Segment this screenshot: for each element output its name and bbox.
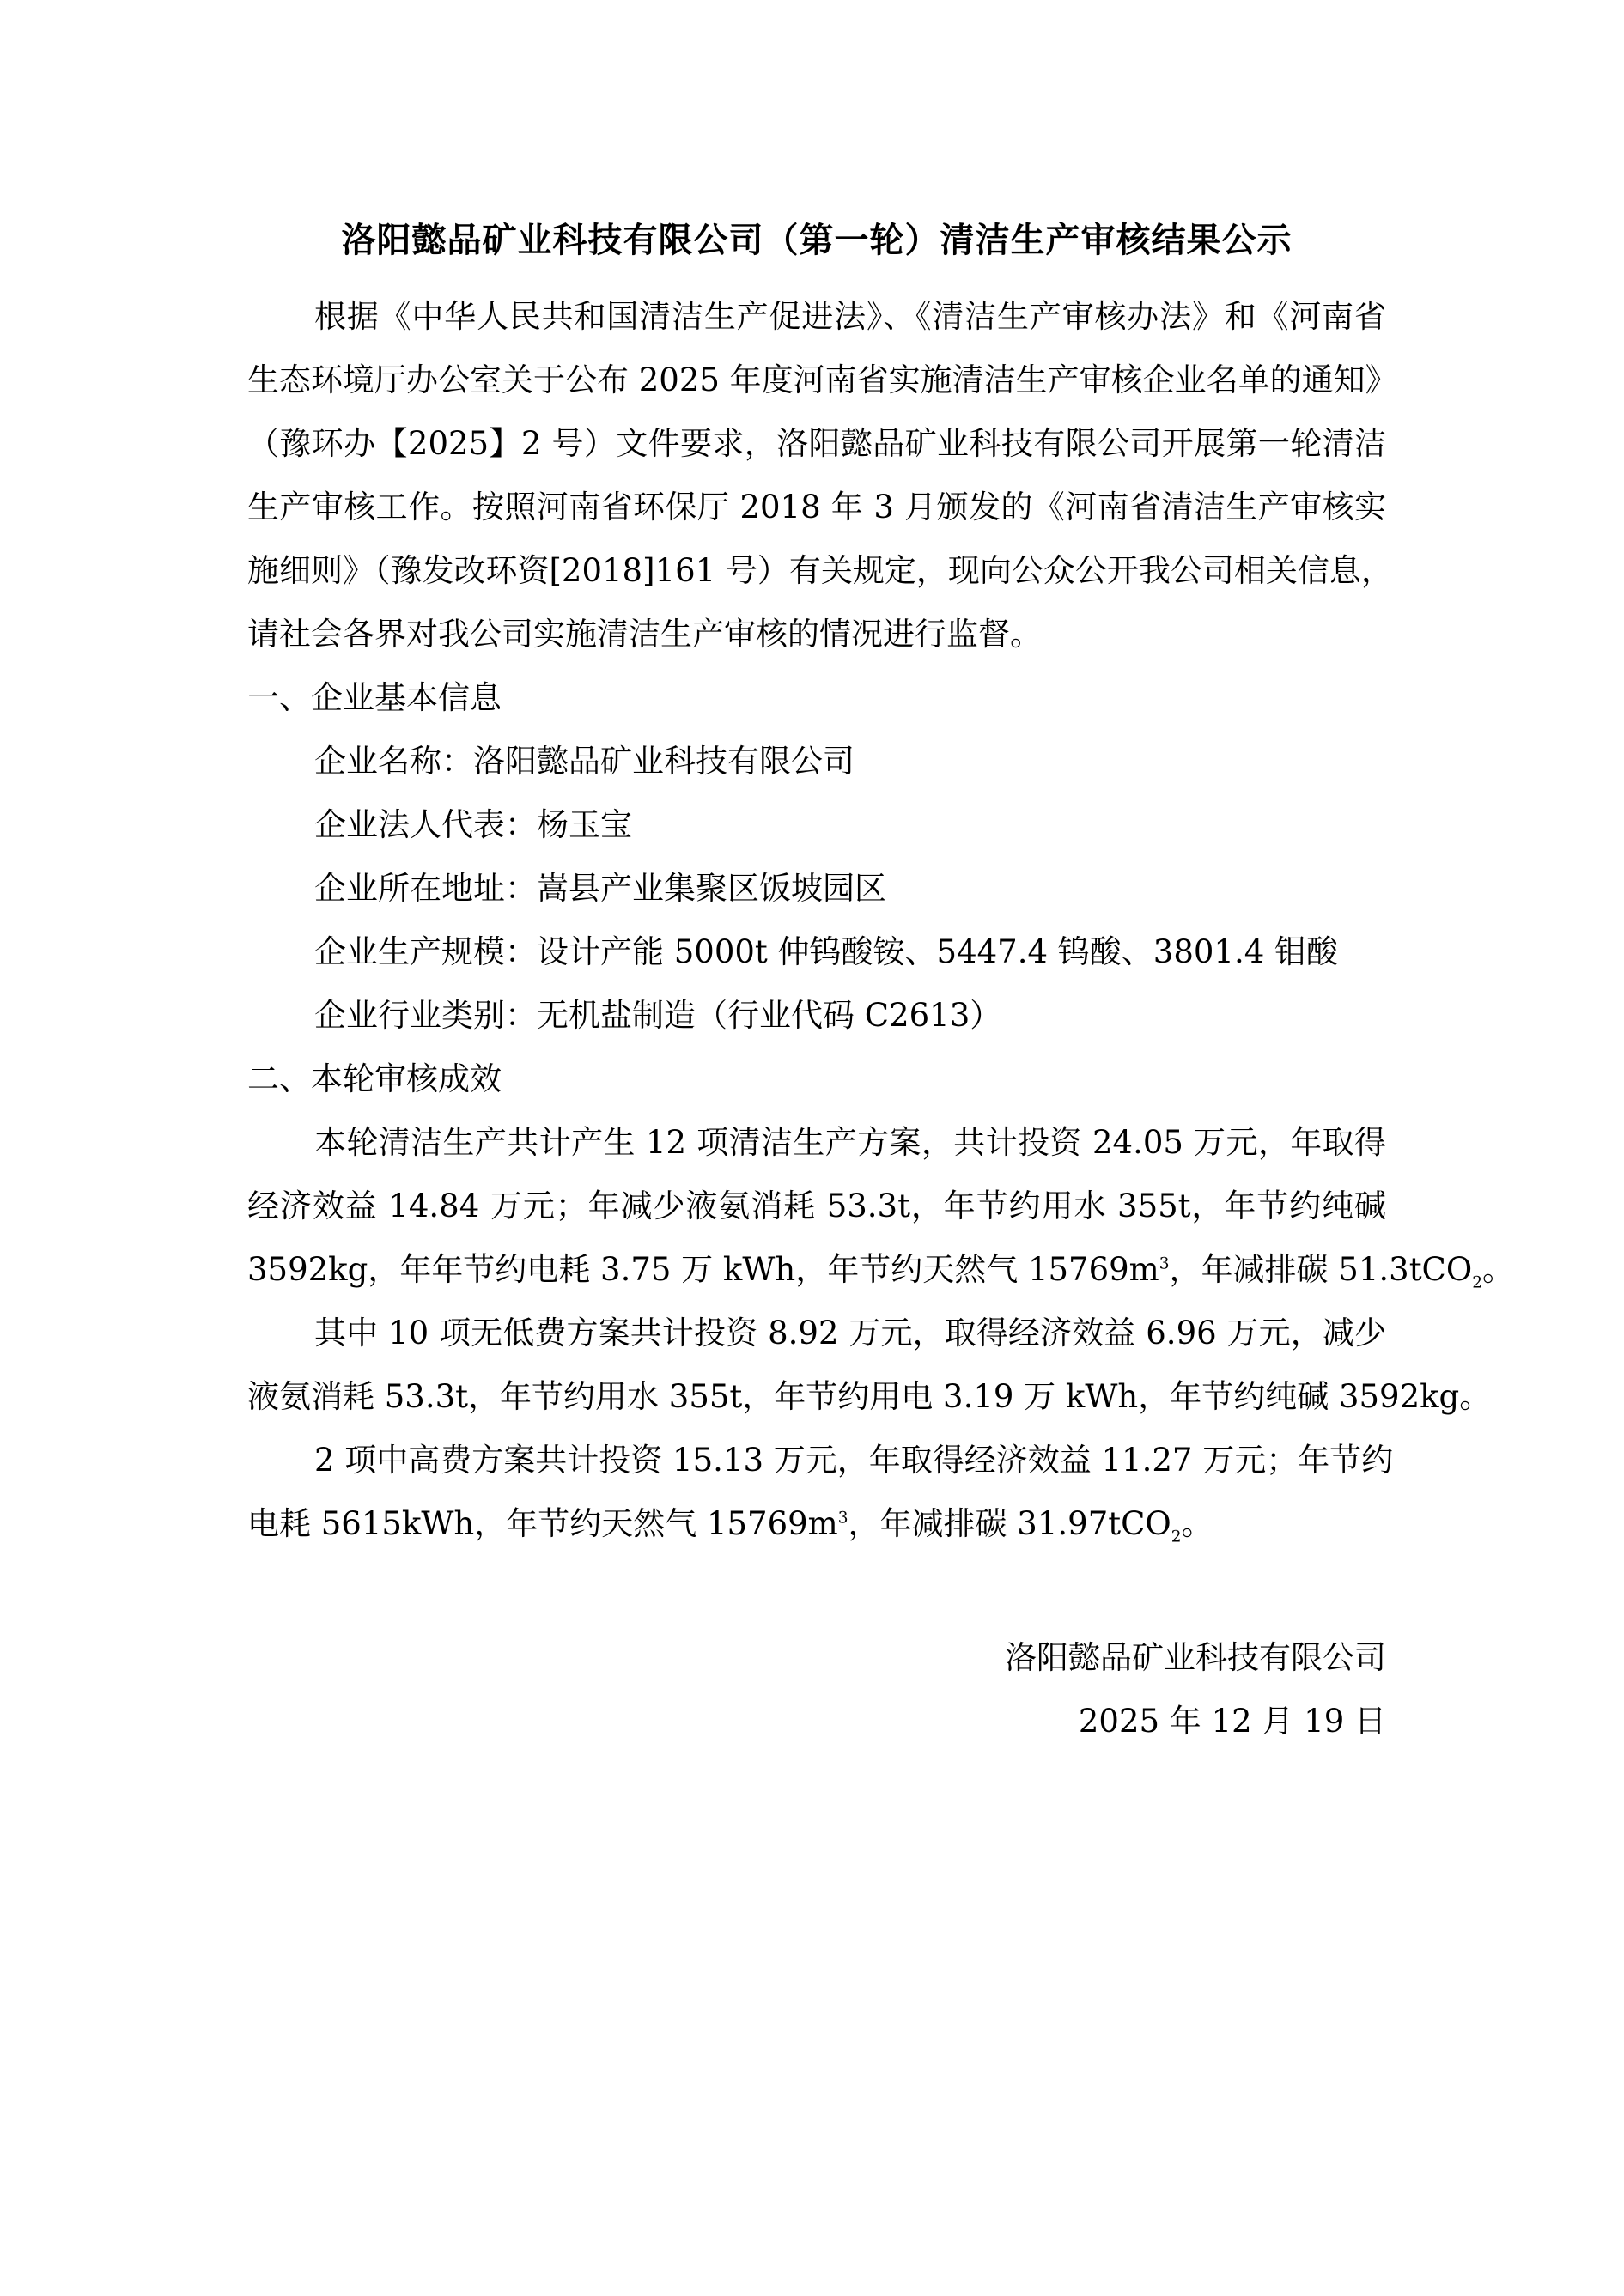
results-para1-line-1: 本轮清洁生产共计产生 12 项清洁生产方案，共计投资 24.05 万元，年取得 [314,1124,1386,1161]
company-name-item: 企业名称：洛阳懿品矿业科技有限公司 [314,743,855,780]
results-para2-line-1: 其中 10 项无低费方案共计投资 8.92 万元，取得经济效益 6.96 万元，减少 [314,1315,1386,1351]
results-para1-line-3 [247,1248,1514,1292]
text-segment: 。 [1481,1251,1514,1288]
subscript: 2 [1171,1528,1182,1546]
intro-line-6: 请社会各界对我公司实施清洁生产审核的情况进行监督。 [247,616,1042,653]
text-segment: 电耗 5615kWh，年节约天然气 15769m [247,1505,838,1542]
text-segment: 3592kg，年年节约电耗 3.75 万 kWh，年节约天然气 15769m [247,1251,1159,1288]
intro-line-4: 生产审核工作。按照河南省环保厅 2018 年 3 月颁发的《河南省清洁生产审核实 [247,489,1386,525]
results-para2-line-2: 液氨消耗 53.3t，年节约用水 355t，年节约用电 3.19 万 kWh，年节约纯碱 3592kg。 [247,1378,1492,1415]
results-para3-line-2 [247,1503,1386,1546]
signature-company: 洛阳懿品矿业科技有限公司 [1005,1639,1386,1676]
subscript: 2 [1472,1273,1482,1292]
section2-heading: 二、本轮审核成效 [247,1060,502,1097]
intro-line-1: 根据《中华人民共和国清洁生产促进法》、《清洁生产审核办法》和《河南省 [314,298,1386,335]
results-para3-line-1: 2 项中高费方案共计投资 15.13 万元，年取得经济效益 11.27 万元；年节约 [314,1442,1394,1479]
intro-line-5: 施细则》（豫发改环资[2018]161 号）有关规定，现向公众公开我公司相关信息， [247,552,1393,589]
results-para1-line-2: 经济效益 14.84 万元；年减少液氨消耗 53.3t，年节约用水 355t，年节约纯碱 [247,1187,1386,1224]
intro-line-2: 生态环境厅办公室关于公布 2025 年度河南省实施清洁生产审核企业名单的通知》 [247,361,1397,398]
superscript: 3 [1159,1254,1170,1273]
document-title: 洛阳懿品矿业科技有限公司（第一轮）清洁生产审核结果公示 [341,221,1293,260]
superscript: 3 [837,1509,848,1528]
signature-date: 2025 年 12 月 19 日 [1078,1703,1386,1740]
text-segment: ，年减排碳 31.97tCO [848,1505,1171,1542]
legal-rep-item: 企业法人代表：杨玉宝 [314,806,632,843]
industry-category-item: 企业行业类别：无机盐制造（行业代码 C2613） [314,997,1002,1034]
address-item: 企业所在地址：嵩县产业集聚区饭坡园区 [314,870,886,907]
text-segment: 。 [1181,1505,1213,1542]
production-scale-item: 企业生产规模：设计产能 5000t 仲钨酸铵、5447.4 钨酸、3801.4 钼酸 [314,933,1339,970]
intro-line-3: （豫环办【2025】2 号）文件要求，洛阳懿品矿业科技有限公司开展第一轮清洁 [247,425,1386,462]
section1-heading: 一、企业基本信息 [247,679,502,716]
text-segment: ，年减排碳 51.3tCO [1169,1251,1473,1288]
